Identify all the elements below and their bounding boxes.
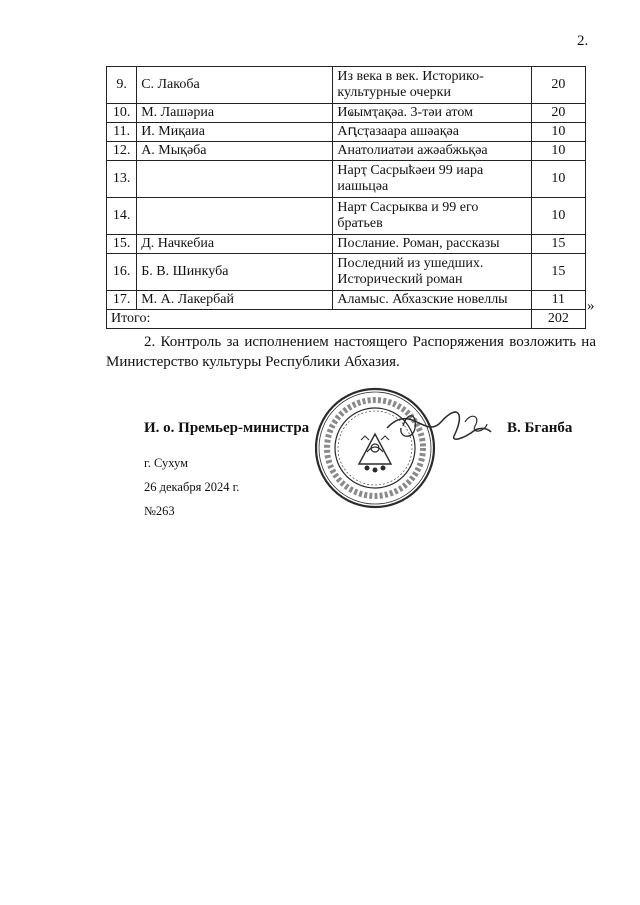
row-count: 11 bbox=[531, 291, 585, 310]
document-city: г. Сухум bbox=[144, 456, 189, 470]
total-value: 202 bbox=[531, 310, 585, 329]
row-number: 10. bbox=[107, 104, 137, 123]
table-row bbox=[107, 142, 586, 161]
row-count: 15 bbox=[531, 254, 585, 291]
control-paragraph: 2. Контроль за исполнением настоящего Распоряжения возложить на Министерство культуры Республики Абхазия. bbox=[106, 334, 596, 370]
row-author bbox=[137, 161, 333, 198]
signatory-title: И. о. Премьер-министра bbox=[144, 420, 310, 436]
row-number: 14. bbox=[107, 198, 137, 235]
row-title: Нарт Сасрыква и 99 его братьев bbox=[333, 198, 531, 235]
row-title: Последний из ушедших. Исторический роман bbox=[333, 254, 531, 291]
closing-quote: » bbox=[587, 298, 595, 314]
row-author: А. Мықәба bbox=[137, 142, 333, 161]
table-row bbox=[107, 198, 586, 235]
row-author bbox=[137, 198, 333, 235]
row-count: 20 bbox=[531, 67, 585, 104]
row-author: Б. В. Шинкуба bbox=[137, 254, 333, 291]
row-count: 10 bbox=[531, 161, 585, 198]
row-author: И. Миқаиа bbox=[137, 123, 333, 142]
row-count: 10 bbox=[531, 142, 585, 161]
row-author: С. Лакоба bbox=[137, 67, 333, 104]
books-table bbox=[106, 66, 586, 329]
row-author: Д. Начкебиа bbox=[137, 235, 333, 254]
table-row bbox=[107, 123, 586, 142]
row-author: М. Лашәриа bbox=[137, 104, 333, 123]
official-seal-icon bbox=[315, 382, 501, 512]
row-number: 12. bbox=[107, 142, 137, 161]
table-row bbox=[107, 161, 586, 198]
row-number: 11. bbox=[107, 123, 137, 142]
table-row bbox=[107, 254, 586, 291]
row-author: М. А. Лакербай bbox=[137, 291, 333, 310]
row-count: 15 bbox=[531, 235, 585, 254]
row-title: Из века в век. Историко-культурные очерки bbox=[333, 67, 531, 104]
row-count: 10 bbox=[531, 123, 585, 142]
table-row bbox=[107, 291, 586, 310]
table-row bbox=[107, 67, 586, 104]
row-number: 17. bbox=[107, 291, 137, 310]
table-row bbox=[107, 104, 586, 123]
row-title: Послание. Роман, рассказы bbox=[333, 235, 531, 254]
document-number: №263 bbox=[144, 504, 175, 518]
row-title: Иҩымҭақәа. 3-тәи атом bbox=[333, 104, 531, 123]
row-count: 20 bbox=[531, 104, 585, 123]
table-row bbox=[107, 235, 586, 254]
row-number: 15. bbox=[107, 235, 137, 254]
page-number: 2. bbox=[577, 33, 589, 49]
row-title: Нарҭ Сасрыҟәеи 99 иара иашьцәа bbox=[333, 161, 531, 198]
row-number: 16. bbox=[107, 254, 137, 291]
row-number: 9. bbox=[107, 67, 137, 104]
signatory-name: В. Бганба bbox=[507, 420, 573, 436]
row-number: 13. bbox=[107, 161, 137, 198]
row-title: Аламыс. Абхазские новеллы bbox=[333, 291, 531, 310]
total-label: Итого: bbox=[107, 310, 532, 329]
row-title: Аԥсҭазаара ашәақәа bbox=[333, 123, 531, 142]
document-date: 26 декабря 2024 г. bbox=[144, 480, 240, 494]
row-count: 10 bbox=[531, 198, 585, 235]
row-title: Анатолиатәи ажәабжьқәа bbox=[333, 142, 531, 161]
table-total-row bbox=[107, 310, 586, 329]
